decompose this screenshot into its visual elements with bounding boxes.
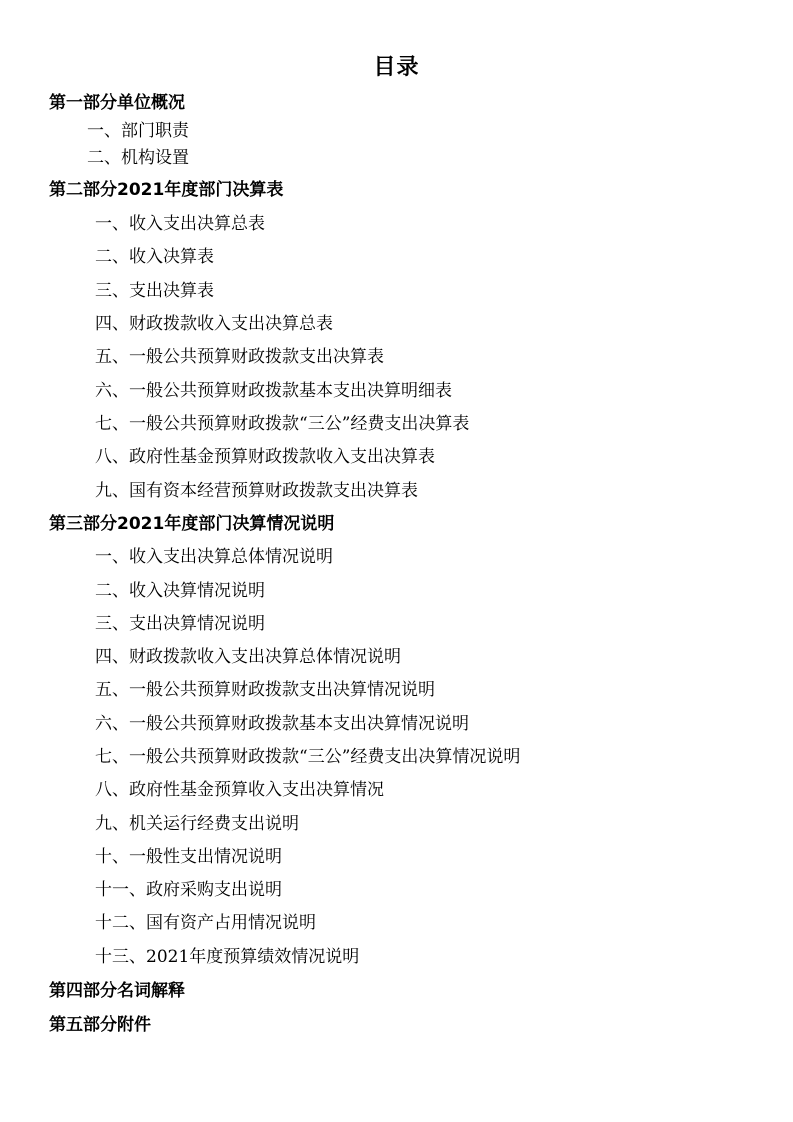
toc-part-2-item[interactable]: 七、一般公共预算财政拨款“三公”经费支出决算表 [95, 414, 470, 434]
page-title: 目录 [373, 55, 420, 80]
toc-part-4-heading[interactable]: 第四部分名词解释 [49, 981, 185, 1001]
toc-part-2-item[interactable]: 一、收入支出决算总表 [95, 214, 265, 234]
toc-part-2-item[interactable]: 三、支出决算表 [95, 281, 214, 301]
toc-part-3-item[interactable]: 五、一般公共预算财政拨款支出决算情况说明 [95, 680, 435, 700]
toc-part-2-item[interactable]: 五、一般公共预算财政拨款支出决算表 [95, 347, 384, 367]
toc-part-2-item[interactable]: 八、政府性基金预算财政拨款收入支出决算表 [95, 447, 435, 467]
toc-part-3-item[interactable]: 十二、国有资产占用情况说明 [95, 913, 316, 933]
toc-part-3-item[interactable]: 九、机关运行经费支出说明 [95, 814, 299, 834]
toc-part-1-heading[interactable]: 第一部分单位概况 [49, 93, 185, 113]
toc-part-3-item[interactable]: 十一、政府采购支出说明 [95, 880, 282, 900]
toc-part-3-item[interactable]: 三、支出决算情况说明 [95, 614, 265, 634]
toc-part-2-item[interactable]: 六、一般公共预算财政拨款基本支出决算明细表 [95, 381, 452, 401]
toc-part-3-heading[interactable]: 第三部分2021年度部门决算情况说明 [49, 514, 335, 534]
toc-part-5-heading[interactable]: 第五部分附件 [49, 1015, 151, 1035]
toc-part-3-item[interactable]: 十、一般性支出情况说明 [95, 847, 282, 867]
toc-part-2-item[interactable]: 二、收入决算表 [95, 247, 214, 267]
toc-part-3-item[interactable]: 一、收入支出决算总体情况说明 [95, 547, 333, 567]
toc-part-3-item[interactable]: 八、政府性基金预算收入支出决算情况 [95, 780, 384, 800]
toc-part-3-item[interactable]: 十三、2021年度预算绩效情况说明 [95, 947, 360, 967]
toc-part-1-item[interactable]: 二、机构设置 [87, 148, 189, 168]
toc-part-3-item[interactable]: 七、一般公共预算财政拨款“三公”经费支出决算情况说明 [95, 747, 521, 767]
toc-part-3-item[interactable]: 二、收入决算情况说明 [95, 581, 265, 601]
toc-part-2-item[interactable]: 四、财政拨款收入支出决算总表 [95, 314, 333, 334]
toc-part-1-item[interactable]: 一、部门职责 [87, 121, 189, 141]
toc-part-2-heading[interactable]: 第二部分2021年度部门决算表 [49, 180, 284, 200]
toc-part-2-item[interactable]: 九、国有资本经营预算财政拨款支出决算表 [95, 481, 418, 501]
toc-part-3-item[interactable]: 六、一般公共预算财政拨款基本支出决算情况说明 [95, 714, 469, 734]
toc-part-3-item[interactable]: 四、财政拨款收入支出决算总体情况说明 [95, 647, 401, 667]
